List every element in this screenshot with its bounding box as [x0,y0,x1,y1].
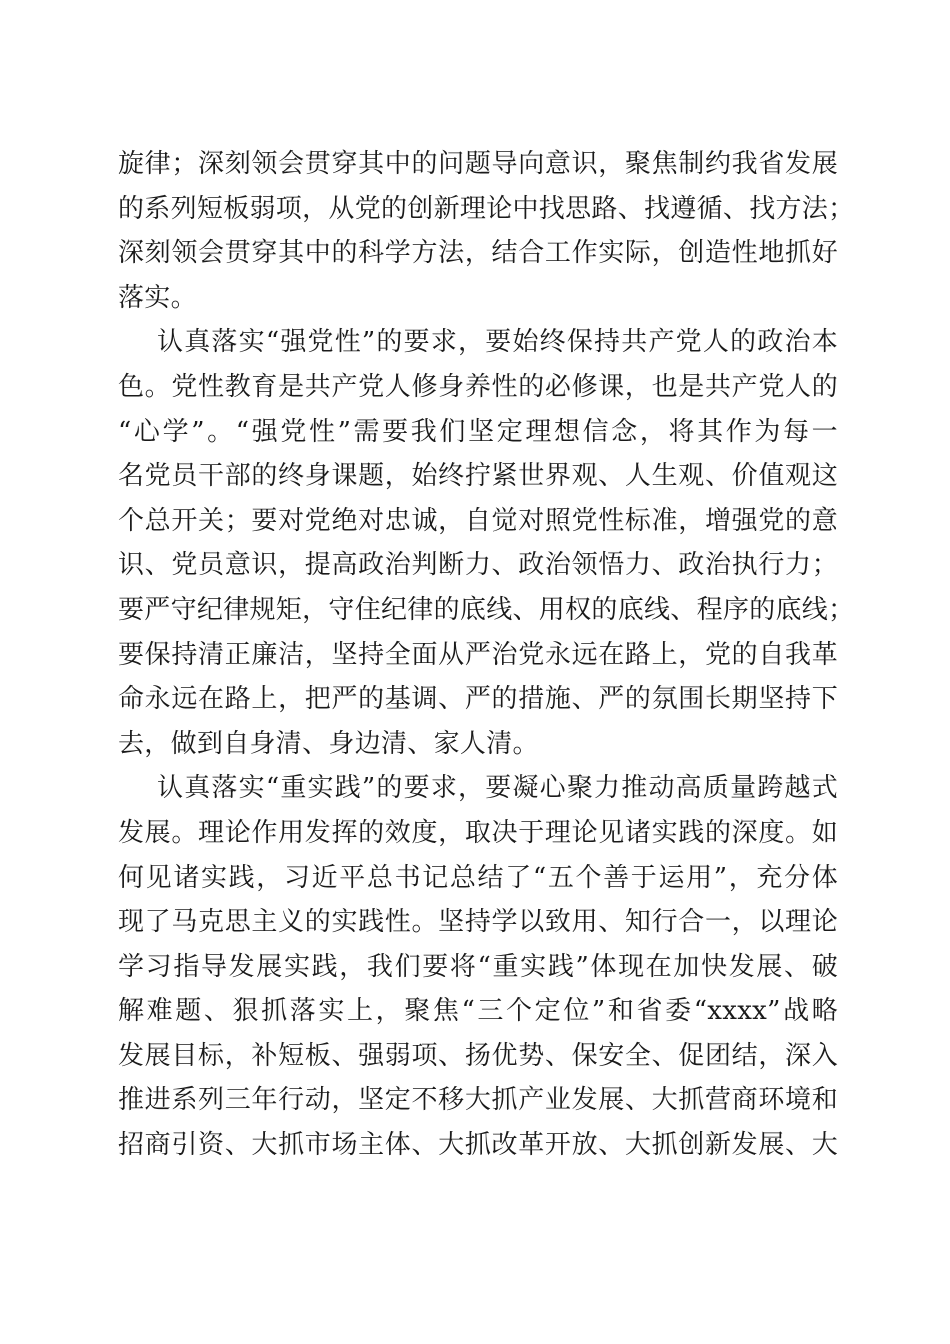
text-line: 深刻领会贯穿其中的科学方法，结合工作实际，创造性地抓好 [118,238,838,269]
text-line: 的系列短板弱项，从党的创新理论中找思路、找遵循、找方法； [118,193,855,224]
text-line: 认真落实“强党性”的要求，要始终保持共产党人的政治本 [157,327,838,358]
text-line: 去，做到自身清、身边清、家人清。 [118,728,539,759]
text-line: 现了马克思主义的实践性。坚持学以致用、知行合一，以理论 [118,907,838,938]
text-line: 发展。理论作用发挥的效度，取决于理论见诸实践的深度。如 [118,817,838,848]
text-line: 推进系列三年行动，坚定不移大抓产业发展、大抓营商环境和 [118,1085,838,1116]
text-line: 何见诸实践，习近平总书记总结了“五个善于运用”，充分体 [118,862,838,893]
text-line: 认真落实“重实践”的要求，要凝心聚力推动高质量跨越式 [157,773,838,804]
text-line: 名党员干部的终身课题，始终拧紧世界观、人生观、价值观这 [118,461,838,492]
text-line: 解难题、狠抓落实上，聚焦“三个定位”和省委“xxxx”战略 [118,996,838,1027]
body-text [118,142,855,1168]
text-line: 落实。 [118,282,197,313]
text-line: 要保持清正廉洁，坚持全面从严治党永远在路上，党的自我革 [118,639,838,670]
text-line: 发展目标，补短板、强弱项、扬优势、保安全、促团结，深入 [118,1040,838,1071]
text-line: 学习指导发展实践，我们要将“重实践”体现在加快发展、破 [118,951,838,982]
text-line: “心学”。“强党性”需要我们坚定理想信念，将其作为每一 [118,416,838,447]
text-line: 命永远在路上，把严的基调、严的措施、严的氛围长期坚持下 [118,684,838,715]
text-line: 色。党性教育是共产党人修身养性的必修课，也是共产党人的 [118,371,838,402]
text-line: 识、党员意识，提高政治判断力、政治领悟力、政治执行力； [118,550,838,581]
text-line: 个总开关；要对党绝对忠诚，自觉对照党性标准，增强党的意 [118,505,838,536]
text-line: 要严守纪律规矩，守住纪律的底线、用权的底线、程序的底线； [118,594,855,625]
text-line: 旋律；深刻领会贯穿其中的问题导向意识，聚焦制约我省发展 [118,149,838,179]
text-line: 招商引资、大抓市场主体、大抓改革开放、大抓创新发展、大 [118,1130,838,1161]
